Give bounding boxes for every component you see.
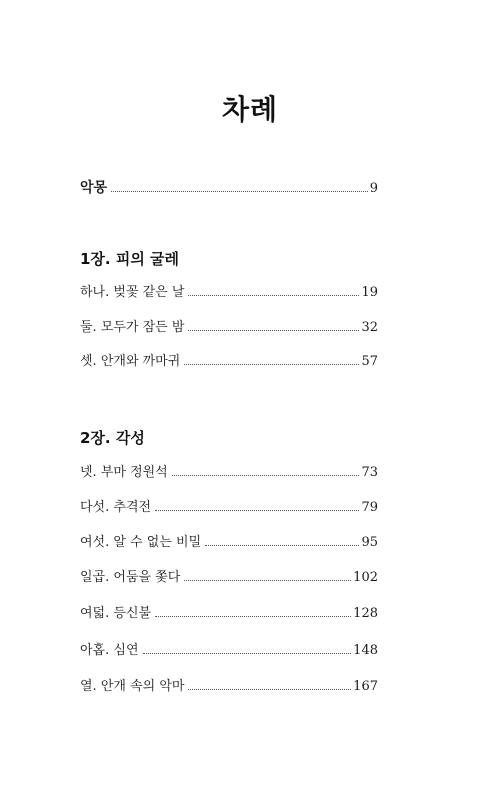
toc-entry-prologue[interactable]	[80, 178, 378, 198]
toc-page-number: 9	[369, 181, 378, 196]
toc-page-number: 95	[361, 535, 378, 550]
toc-entry-label: 아홉. 심연	[80, 643, 139, 658]
toc-page-number: 167	[353, 679, 378, 694]
dot-leader	[155, 509, 359, 511]
toc-entry-label: 여덟. 등신불	[80, 606, 152, 621]
dot-leader	[172, 474, 360, 476]
toc-entry-label: 셋. 안개와 까마귀	[80, 354, 181, 369]
toc-entry-label: 열. 안개 속의 악마	[80, 679, 185, 694]
page-title: 차례	[221, 93, 279, 126]
dot-leader	[184, 579, 351, 581]
toc-entry[interactable]	[80, 352, 378, 372]
toc-entry[interactable]	[80, 463, 378, 483]
toc-entry[interactable]	[80, 318, 378, 338]
toc-entry[interactable]	[80, 498, 378, 518]
toc-entry[interactable]	[80, 604, 378, 624]
toc-page-number: 19	[361, 285, 378, 300]
toc-entry[interactable]	[80, 283, 378, 303]
toc-entry-label: 하나. 벚꽃 같은 날	[80, 285, 185, 300]
dot-leader	[155, 615, 351, 617]
dot-leader	[188, 329, 359, 331]
toc-entry-label: 악몽	[80, 180, 108, 196]
toc-entry-label: 둘. 모두가 잠든 밤	[80, 320, 185, 335]
toc-entry[interactable]	[80, 641, 378, 661]
toc-entry[interactable]	[80, 677, 378, 697]
toc-entry-label: 여섯. 알 수 없는 비밀	[80, 535, 202, 550]
toc-entry-label: 다섯. 추격전	[80, 500, 152, 515]
toc-page-number: 148	[353, 643, 378, 658]
toc-entry-label: 넷. 부마 정원석	[80, 465, 168, 480]
dot-leader	[188, 294, 359, 296]
toc-entry[interactable]	[80, 533, 378, 553]
dot-leader	[143, 652, 352, 654]
toc-page-number: 73	[361, 465, 378, 480]
dot-leader	[111, 190, 368, 192]
dot-leader	[188, 688, 351, 690]
dot-leader	[184, 363, 359, 365]
chapter-heading: 2장. 각성	[80, 429, 145, 447]
toc-entry-label: 일곱. 어둠을 쫓다	[80, 570, 181, 585]
chapter-heading: 1장. 피의 굴레	[80, 250, 180, 268]
toc-page-number: 102	[353, 570, 378, 585]
toc-page-number: 79	[361, 500, 378, 515]
toc-page-number: 57	[361, 354, 378, 369]
toc-entry[interactable]	[80, 568, 378, 588]
toc-page-number: 32	[361, 320, 378, 335]
toc-page-number: 128	[353, 606, 378, 621]
dot-leader	[205, 544, 359, 546]
